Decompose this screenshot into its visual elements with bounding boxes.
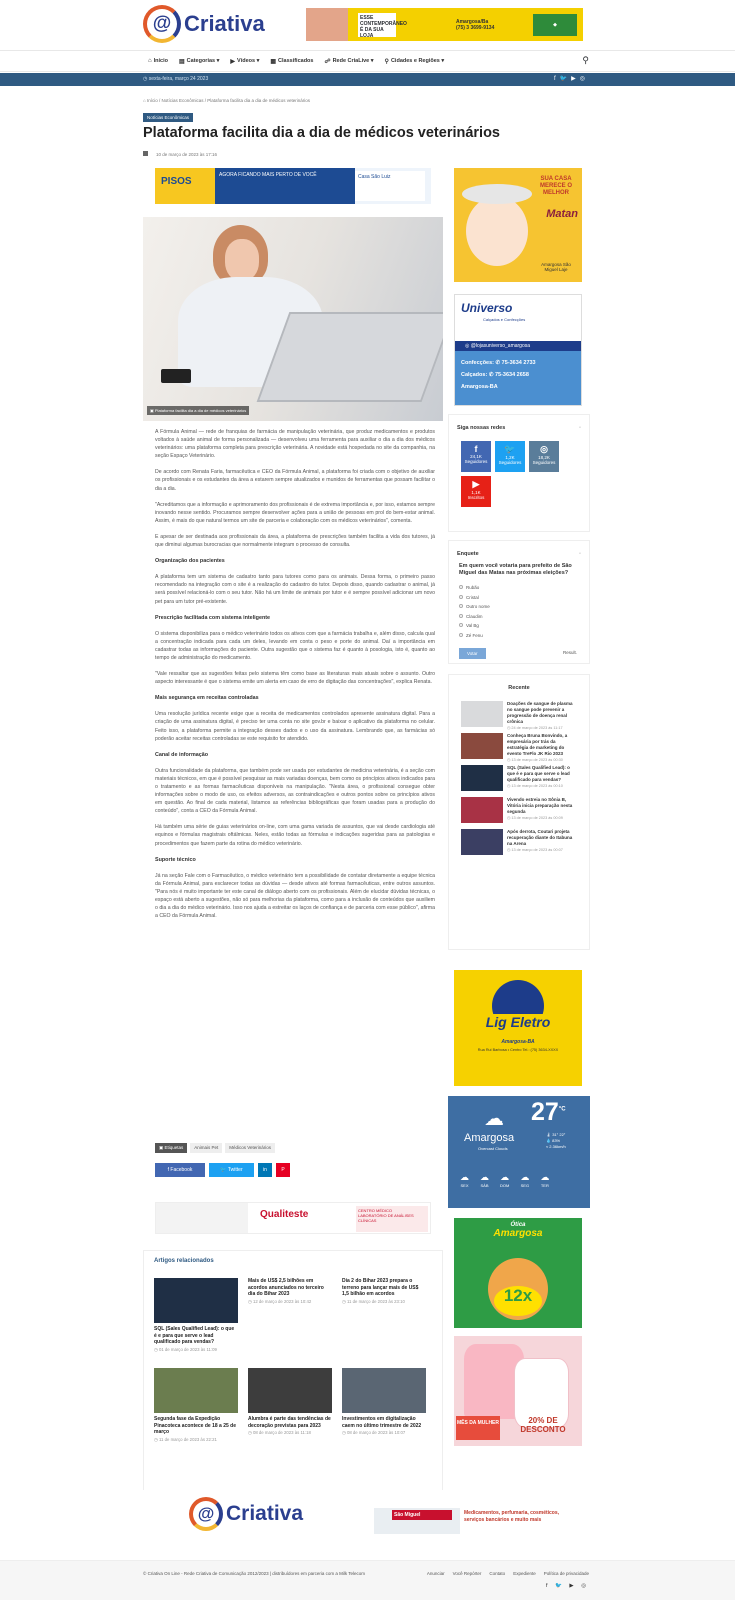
twitter-count-label: Seguidores xyxy=(498,460,522,465)
topbar-social-icons[interactable]: f🐦▶◎ xyxy=(554,76,589,82)
related-articles xyxy=(143,1250,443,1500)
related-thumbnail xyxy=(342,1368,426,1413)
nav-item-categories[interactable] xyxy=(179,58,219,65)
radio-icon xyxy=(459,614,463,618)
ad-block-yellow: PISOS xyxy=(155,168,215,204)
ad-brand-name: Amargosa xyxy=(493,1228,543,1239)
footer-link[interactable]: Expediente xyxy=(513,1571,536,1576)
temp-value: 27 xyxy=(531,1098,559,1126)
recent-item[interactable] xyxy=(449,729,589,761)
cloud-icon: ☁ xyxy=(500,1172,510,1182)
related-thumbnail xyxy=(154,1368,238,1413)
footer-link[interactable]: Política de privacidade xyxy=(543,1571,589,1576)
footer-ad-sign: São Miguel xyxy=(392,1510,452,1520)
related-item[interactable] xyxy=(342,1368,426,1437)
sidebar-ad-ligeletro[interactable] xyxy=(454,970,582,1086)
nav-label: Rede CriaLive ▾ xyxy=(332,58,374,64)
related-thumbnail xyxy=(154,1278,238,1323)
header-banner-ad[interactable] xyxy=(306,8,583,41)
recent-date: ◷ 13 de março de 2023 às 00:30 xyxy=(507,758,563,762)
footer-link[interactable]: Você Repórter xyxy=(452,1571,482,1576)
sidebar-ad-otica[interactable] xyxy=(454,1218,582,1328)
forecast-day xyxy=(500,1172,509,1188)
facebook-follow[interactable] xyxy=(461,441,491,472)
radio-icon xyxy=(459,595,463,599)
cloud-icon: ☁ xyxy=(480,1172,489,1182)
ad-headline: SUA CASA MERECE O MELHOR xyxy=(539,176,572,196)
paragraph: O sistema disponibiliza para o médico veterinário todos os ativos com que a farmácia trabalha e, além disso, calcula qual a concentração indicada para cada um deles, levando em conta o peso e porte do animal. Daí a importância em cadastrar todas as informações do paciente. Outra sugestão que o sistema faz é quanto à posologia, isto é, quanto ao tempo de administração do medicamento. xyxy=(155,630,435,661)
related-title: Investimentos em digitalização caem no último trimestre de 2022 xyxy=(342,1416,422,1429)
widget-heading: Recente xyxy=(508,685,530,691)
current-date: ◷ sexta-feira, março 24 2023 xyxy=(143,76,209,82)
related-title: Segunda fase da Expedição Pinacoteca acontece de 18 a 25 de março xyxy=(154,1416,236,1435)
social-widget xyxy=(448,414,590,532)
cloud-icon: ☁ xyxy=(520,1172,530,1182)
weather-details xyxy=(546,1132,566,1150)
poll-results-link[interactable]: Result. xyxy=(562,650,577,655)
weather-condition: Overcast Clouds xyxy=(478,1146,508,1151)
youtube-follow[interactable] xyxy=(461,476,491,507)
instagram-follow[interactable] xyxy=(529,441,559,472)
copyright: © Criativa On Line - Rede Criativa de Comunicação 2012/2023 | distribuídores em parceria com a Milk Telecom xyxy=(143,1571,366,1576)
ad-address: Rua Rui Barbosa • Centro Tel.: (75) 3634-XXXX xyxy=(477,1048,559,1052)
related-date: ◷ 11 de março de 2023 às 23:10 xyxy=(342,1298,405,1304)
ad-photo xyxy=(156,1203,248,1234)
nav-label: Vídeos ▾ xyxy=(237,58,260,64)
footer-social-icons[interactable]: f 🐦 ▶ ◎ xyxy=(546,1583,589,1589)
share-facebook-button[interactable]: f Facebook xyxy=(155,1163,205,1177)
recent-date: ◷ 13 de março de 2023 às 00:07 xyxy=(507,848,563,852)
related-thumbnail xyxy=(248,1368,332,1413)
paragraph: A Fórmula Animal — rede de franquias de farmácia de manipulação veterinária, que produz medicamentos e produtos voltados à saúde animal de forma personalizada — desenvolveu uma ferramenta para auxiliar o dia a dia dos médicos veterinários: uma plataforma completa para prescrição veterinária. A novidade está hospedada no site da companhia, na seção Espaço Veterinário. xyxy=(155,429,435,460)
ad-brand-top: Ótica xyxy=(510,1222,526,1228)
facebook-icon: f xyxy=(474,444,478,454)
related-date: ◷ 01 de março de 2023 às 11:09 xyxy=(154,1346,217,1352)
network-icon: ☍ xyxy=(324,58,331,65)
recent-item[interactable] xyxy=(449,793,589,825)
forecast-label: SEX xyxy=(460,1183,469,1188)
related-title: Alumbra é parte das tendências de decoração previstas para 2023 xyxy=(248,1416,331,1429)
related-date: ◷ 08 de março de 2023 às 11:18 xyxy=(248,1430,311,1435)
ad-block-store: Casa São Luiz xyxy=(355,171,425,201)
recent-thumbnail xyxy=(461,765,503,791)
search-icon[interactable]: ⚲ xyxy=(582,55,589,65)
poll-option[interactable] xyxy=(449,593,589,603)
footer-ad-text: Medicamentos, perfumaria, cosméticos, serviços bancários e muito mais xyxy=(464,1510,560,1523)
recent-date: ◷ 13 de março de 2023 às 00:10 xyxy=(507,784,563,788)
forecast-day xyxy=(540,1172,549,1188)
related-title: SQL (Sales Qualified Lead): o que é e para que serve o lead qualificado para vendas? xyxy=(154,1326,235,1345)
radio-icon xyxy=(459,585,463,589)
weather-humidity: 💧 83% xyxy=(546,1138,561,1143)
ad-brand xyxy=(454,1222,582,1239)
ad-detail xyxy=(356,1206,428,1232)
ad-subtitle: Calçados e Confecções xyxy=(483,317,526,322)
main-navigation xyxy=(0,50,735,72)
related-title: Dia 2 do Bihar 2023 prepara o terreno para lançar mais de US$ 1,5 bilhão em acordos xyxy=(342,1278,419,1297)
weather-wind: ≈ 2.36km/h xyxy=(546,1144,566,1149)
subheading: Prescrição facilitada com sistema inteligente xyxy=(155,614,271,621)
paragraph: "Acreditamos que a informação e aprimoramento dos profissionais é de extrema importância e, por isso, estamos sempre inovando nesse sentido. Procuramos sempre desenvolver ações para a união de pessoas em prol do bem-estar animal. Assim, é mais do que natural termos um site de parceria e colaboração com os médicos veterinários", comenta. xyxy=(155,501,435,524)
ad-block-blue: AGORA FICANDO MAIS PERTO DE VOCÊ xyxy=(215,168,355,204)
site-logo[interactable] xyxy=(143,4,265,44)
recent-thumbnail xyxy=(461,733,503,759)
twitter-count: 1,2K xyxy=(505,455,515,460)
ad-phone-1: Confecções: ✆ 75-3634 2733 xyxy=(461,360,536,366)
share-buttons xyxy=(155,1163,290,1177)
recent-item[interactable] xyxy=(449,697,589,729)
ad-character xyxy=(466,196,528,266)
related-item[interactable] xyxy=(248,1278,332,1305)
widget-heading xyxy=(449,415,589,437)
poll-option[interactable] xyxy=(449,621,589,631)
banner-text: ESSE CONTEMPORÂNEO É DA SUA LOJA xyxy=(360,14,407,39)
home-icon: ⌂ xyxy=(148,58,152,64)
sidebar-ad-mes-mulher[interactable] xyxy=(454,1336,582,1446)
weather-forecast xyxy=(460,1172,549,1188)
instagram-count-label: Seguidores xyxy=(532,460,556,465)
subheading: Mais segurança em receitas controladas xyxy=(155,695,259,702)
paragraph: De acordo com Renata Faria, farmacêutica e CEO da Fórmula Animal, a plataforma foi criada com o objetivo de auxiliar os profissionais e os estudantes da área a estarem sempre atualizados e munidos de ferramentas que possam facilitar o dia a dia. xyxy=(155,469,435,492)
instagram-count: 18,2K xyxy=(538,455,550,460)
cloud-icon: ☁ xyxy=(484,1108,504,1130)
poll-option[interactable] xyxy=(449,583,589,593)
nav-item-videos[interactable] xyxy=(230,58,259,65)
classifieds-icon: ▦ xyxy=(270,58,277,65)
poll-option-label: Cristal xyxy=(466,594,479,600)
paragraph: A plataforma tem um sistema de cadastro tanto para tutores como para os animais. Dessa forma, o primeiro passo recomendado na integração com o site é a realização do cadastro do tutor. Depois disso, quando cadastrar o animal, já será possível relacioná-lo com o seu tutor. Não há um limite de animais por tutor e é sempre possível adicionar um novo pet para um tutor pré-existente. xyxy=(155,574,435,605)
poll-question: Em quem você votaria para prefeito de São Miguel das Matas nas próximas eleições? xyxy=(459,563,572,576)
nav-item-home[interactable] xyxy=(148,58,168,64)
content-banner-ad[interactable] xyxy=(155,168,431,204)
category-badge[interactable]: Notícias Econômicas xyxy=(143,113,193,122)
ad-installments: 12x xyxy=(494,1286,542,1316)
paragraph: Há também uma série de guias veterinários on-line, com uma gama variada de assuntos, que vai desde cardiologia até equinos e fórmulas magistrais oftálmicas. Neles, estão todas as fórmulas e indicações sugeridas para as patologias e procedimentos que fazem parte da rotina do médico veterinário. xyxy=(155,824,435,847)
poll-option[interactable] xyxy=(449,602,589,612)
article-title: Plataforma facilita dia a dia de médicos veterinários xyxy=(143,125,500,141)
recent-title: SQL (Sales Qualified Lead): o que é e para que serve o lead qualificado para vendas? xyxy=(507,765,570,782)
widget-title: Enquete xyxy=(457,551,479,557)
weather-widget xyxy=(448,1096,590,1208)
ad-brand: Matan xyxy=(546,208,578,220)
forecast-label: SÁB xyxy=(480,1183,489,1188)
radio-icon xyxy=(459,623,463,627)
banner-location xyxy=(456,19,494,31)
facebook-count: 24,1K xyxy=(470,454,482,459)
temp-unit: °C xyxy=(558,1106,566,1113)
ad-brand: Universo xyxy=(461,301,513,315)
recent-title: Doações de sangue de plasma no sangue pode prevenir a progressão de doença renal crônica xyxy=(507,701,573,724)
poll-option[interactable] xyxy=(449,631,589,641)
banner-phone: (75) 3 3699-9134 xyxy=(456,24,495,31)
recent-title: Vivendo estreia no Sônia B, Vitória inicia preparação nesta segunda xyxy=(507,797,573,814)
social-grid xyxy=(449,437,589,511)
share-twitter-button[interactable]: 🐦 Twitter xyxy=(209,1163,254,1177)
forecast-day xyxy=(480,1172,489,1188)
radio-icon xyxy=(459,604,463,608)
paragraph: "Vale ressaltar que as sugestões feitas pelo sistema têm como base as literaturas mais atuais sobre o assunto. Outro aspecto interessante é que o sistema emite um alerta em caso de erro de digitação das concentrações", explica Renata. xyxy=(155,671,435,686)
article-tags xyxy=(155,1143,275,1153)
twitter-icon: 🐦 xyxy=(504,444,516,454)
recent-date: ◷ 13 de março de 2023 às 00:09 xyxy=(507,816,563,820)
footer-logo[interactable] xyxy=(189,1494,303,1534)
nav-item-classifieds[interactable] xyxy=(270,58,313,65)
youtube-count-label: Inscritos xyxy=(467,495,485,500)
poll-option-label: Val Bg xyxy=(466,623,479,628)
related-item[interactable] xyxy=(248,1368,332,1437)
youtube-count: 1,1K xyxy=(471,490,481,495)
facebook-count-label: Seguidores xyxy=(464,459,488,464)
tag-link[interactable]: Médicos Veterinários xyxy=(225,1143,275,1153)
poll-widget xyxy=(448,540,590,664)
recent-thumbnail xyxy=(461,797,503,823)
ad-detail-1: CENTRO MÉDICO xyxy=(358,1208,392,1213)
share-linkedin-button[interactable]: in xyxy=(258,1163,272,1177)
paragraph: Outra funcionalidade da plataforma, que também pode ser usada por estudantes de medicina veterinária, é a seção com materiais técnicos, em que é possível pesquisar as mais variadas doenças, bem como os princípios ativos indicados para o tratamento e as formas farmacêuticas disponíveis na manipulação. "Nesta área, o profissional consegue obter informações sobre o modo de uso, os efeitos adversos, as contraindicações e outros pontos sobre os princípios ativos em questão. Ao final de cada material, listamos as referências bibliográficas que foram usadas para a produção do conteúdo", conta a CEO da Fórmula Animal. xyxy=(155,767,435,815)
ad-discount: 20% DE DESCONTO xyxy=(520,1416,566,1434)
logo-at-icon: @ xyxy=(189,1497,223,1531)
forecast-label: SEG xyxy=(520,1183,530,1188)
widget-title: Siga nossas redes xyxy=(457,425,506,431)
footer-ad-image[interactable] xyxy=(374,1508,460,1534)
recent-title: Após derrota, Coutari projeta recuperação diante do Itabuna na Arena xyxy=(507,829,573,846)
cloud-icon: ☁ xyxy=(540,1172,550,1182)
video-icon: ▶ xyxy=(230,58,236,65)
share-pinterest-button[interactable]: P xyxy=(276,1163,290,1177)
forecast-label: TER xyxy=(540,1183,549,1188)
article-meta xyxy=(143,151,217,157)
nav-label: Categorias ▾ xyxy=(186,58,220,64)
nav-label: Classificados xyxy=(278,58,314,64)
recent-thumbnail xyxy=(461,701,503,727)
subheading: Canal de informação xyxy=(155,751,209,758)
author-icon xyxy=(143,151,148,156)
related-heading: Artigos relacionados xyxy=(154,1258,214,1264)
poll-option[interactable] xyxy=(449,612,589,622)
article-featured-image xyxy=(143,217,443,421)
paragraph: Uma resolução jurídica recente exige que a receita de medicamentos controlados apresente assinatura digital. Para a criação de uma assinatura digital, é preciso ter uma conta no site gov.br e baixar o aplicativo da plataforma no celular. Feito isso, a plataforma permite a integração desses dados e o uso da assinatura. Lembrando que, as farmácias só poderão aceitar receitas controladas se este requisito for atendido. xyxy=(155,711,435,742)
logo-text: Criativa xyxy=(184,11,265,36)
recent-item[interactable] xyxy=(449,825,589,857)
footer-branding xyxy=(0,1490,735,1535)
poll-option-label: Claudim xyxy=(466,613,483,619)
related-item[interactable] xyxy=(342,1278,426,1305)
ad-brand-city: Amargosa-BA xyxy=(501,1039,535,1045)
widget-heading xyxy=(449,541,589,563)
recent-thumbnail xyxy=(461,829,503,855)
forecast-label: DOM xyxy=(500,1183,510,1188)
breadcrumb[interactable]: ⌂ Início / Notícias Econômicas / Plataforma facilita dia a dia de médicos veterinários xyxy=(143,98,311,103)
poll-option-label: Outro nome xyxy=(466,604,490,609)
nav-label: Início xyxy=(153,58,168,64)
instagram-icon: ◎ xyxy=(540,444,548,454)
related-date: ◷ 12 de março de 2023 às 10:42 xyxy=(248,1298,312,1304)
recent-title: Conheça Bruna Bonvindo, a empresária por trás da estratégia de marketing do evento TreFlo JK Rio 2023 xyxy=(507,733,568,756)
poll-option-label: Zé Fenu xyxy=(466,632,483,638)
forecast-day xyxy=(520,1172,529,1188)
banner-city: Amargosa/Ba xyxy=(456,18,489,25)
location-icon: ⚲ xyxy=(384,58,389,65)
paragraph: E apesar de ser destinada aos profissionais da área, a plataforma de prescrições também facilita a vida dos tutores, já que diminui algumas burocracias que normalmente integram o processo de consulta. xyxy=(155,533,435,549)
image-caption: ▣ Plataforma facilita dia a dia de médicos veterinários xyxy=(147,406,249,415)
post-content-ad[interactable] xyxy=(155,1202,431,1234)
image-laptop xyxy=(257,312,443,402)
logo-at-icon: @ xyxy=(143,5,181,43)
tags-label: ▣ Etiquetas xyxy=(155,1143,187,1153)
related-date: ◷ 11 de março de 2023 às 22:21 xyxy=(154,1436,217,1442)
widget-toggle-icon[interactable]: ◦ xyxy=(579,425,581,431)
image-phone xyxy=(161,369,191,383)
poll-option-label: Rubão xyxy=(466,585,480,590)
sidebar-ad-matan[interactable] xyxy=(454,168,582,282)
tag-link[interactable]: Animais Pet xyxy=(190,1143,222,1153)
subheading: Suporte técnico xyxy=(155,856,196,863)
subheading: Organização dos pacientes xyxy=(155,558,225,565)
recent-date: ◷ 24 de março de 2023 às 11:17 xyxy=(507,726,563,730)
forecast-day xyxy=(460,1172,469,1188)
ad-brand xyxy=(462,1014,574,1046)
youtube-icon: ▶ xyxy=(472,479,480,489)
related-item[interactable] xyxy=(154,1368,238,1443)
footer-link[interactable]: Contato xyxy=(489,1571,506,1576)
weather-minmax: 🌡 31° 22° xyxy=(546,1132,566,1137)
site-header xyxy=(0,0,735,50)
ad-brand-name: Lig Eletro xyxy=(485,1014,551,1030)
related-item[interactable] xyxy=(154,1278,238,1353)
poll-vote-button[interactable]: Votar xyxy=(459,648,486,659)
radio-icon xyxy=(459,633,463,637)
cloud-icon: ☁ xyxy=(460,1172,469,1182)
twitter-follow[interactable] xyxy=(495,441,525,472)
article-date: 10 de março de 2023 às 17:16 xyxy=(156,152,218,157)
site-footer xyxy=(0,1560,735,1600)
ad-detail-2: LABORATÓRIO DE ANÁLISES CLÍNICAS xyxy=(358,1213,414,1223)
ad-phone-2: Calçados: ✆ 75-3634 2658 xyxy=(461,372,529,378)
related-title: Mais de US$ 2,5 bilhões em acordos anunciados no terceiro dia do Bihar 2023 xyxy=(248,1278,324,1297)
recent-item[interactable] xyxy=(449,761,589,793)
ad-campaign: MÊS DA MULHER xyxy=(456,1416,500,1440)
weather-temperature xyxy=(531,1098,566,1127)
banner-logo: ◆ xyxy=(533,14,577,36)
weather-city: Amargosa xyxy=(464,1132,515,1144)
banner-photo xyxy=(306,8,348,41)
nav-label: Cidades e Regiões ▾ xyxy=(390,58,445,64)
recent-widget xyxy=(448,674,590,950)
related-date: ◷ 08 de março de 2023 às 10:07 xyxy=(342,1430,406,1435)
sidebar-ad-universo[interactable] xyxy=(454,294,582,406)
footer-links xyxy=(427,1571,589,1576)
paragraph: Já na seção Fale com o Farmacêutico, o médico veterinário tem a possibilidade de contatar diretamente a equipe técnica da Fórmula Animal, para esclarecer todas as dúvidas — desde ativos até formas farmacêuticas, entre outros assuntos. "Para nós é muito importante ter este canal de diálogo aberto com os profissionais. Além de elucidar dúvidas técnicas, o espaço está aberto a sugestões, não só para melhorias da plataforma, como para a inclusão de conteúdos que auxiliem o dia a dia do médico veterinário. Isso nos ajuda a estreitar os laços de confiança e de parceria com esse público", afirma a CEO da Fórmula Animal. xyxy=(155,872,435,920)
ad-character-hair xyxy=(462,184,532,204)
ad-contacts xyxy=(455,351,582,406)
ad-brand: Qualiteste xyxy=(260,1209,309,1220)
logo-text: Criativa xyxy=(226,1502,304,1525)
nav-item-cities[interactable] xyxy=(385,58,445,65)
footer-link[interactable]: Anunciar xyxy=(426,1571,445,1576)
top-bar xyxy=(0,73,735,86)
nav-item-network[interactable] xyxy=(324,58,373,65)
list-icon: ▤ xyxy=(179,58,185,65)
image-person-face xyxy=(225,239,259,281)
ad-instagram-handle: ◎ @lojasuniverso_amargosa xyxy=(455,341,582,351)
ad-locations: Amargosa São Miguel Laje xyxy=(541,262,571,272)
widget-toggle-icon[interactable]: ◦ xyxy=(579,551,581,557)
ad-city: Amargosa-BA xyxy=(461,384,498,390)
article-body xyxy=(155,428,435,928)
